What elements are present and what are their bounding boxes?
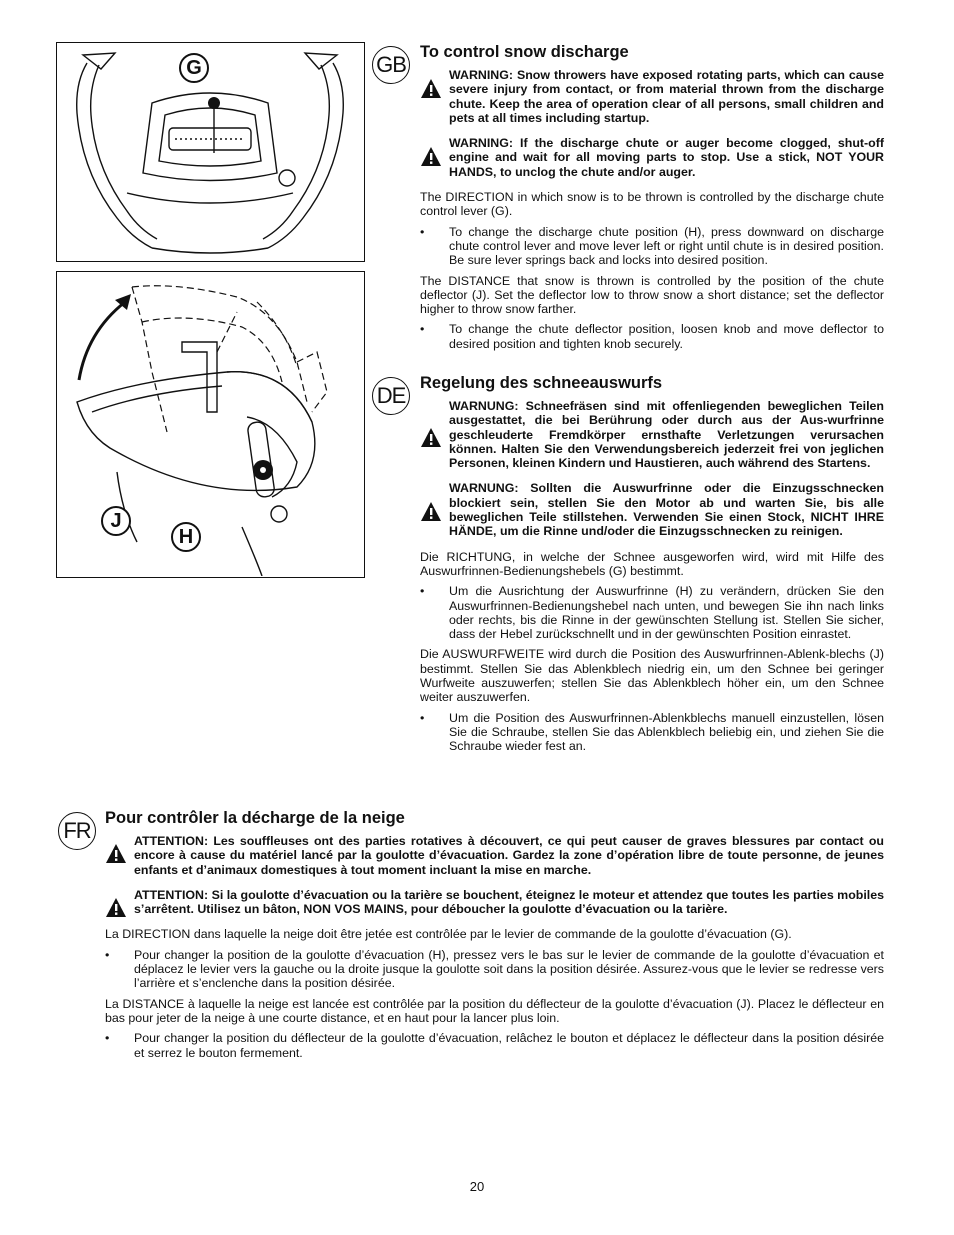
language-badge-de: DE — [372, 377, 410, 415]
bullet-text: Pour changer la position du déflecteur de la goulotte d’évacuation, relâchez le bouton et déplacez le déflecteur dans la position désirée et serrez le bouton fermement. — [134, 1031, 884, 1060]
direction-paragraph: Die RICHTUNG, in welche der Schnee ausgeworfen wird, wird mit Hilfe des Auswurfrinnen-Bedienungshebels (G) bestimmt. — [420, 549, 884, 578]
illustration-chute — [57, 272, 363, 576]
bullet-item — [105, 948, 884, 991]
warning-text: ATTENTION: Si la goulotte d’évacuation ou la tarière se bouchent, éteignez le moteur et attendez que toutes les parties mobiles s’arrêtent. Utilisez un bâton, NON VOS MAINS, pour déboucher la goulotte d’évacuation ou la tarière. — [134, 887, 884, 917]
language-badge-gb: GB — [372, 46, 410, 84]
callout-j: J — [101, 506, 131, 536]
bullet-item — [420, 584, 884, 641]
direction-paragraph: La DIRECTION dans laquelle la neige doit être jetée est contrôlée par le levier de commande de la goulotte d’évacuation (G). — [105, 927, 792, 942]
bullet-text: To change the chute deflector position, loosen knob and move deflector to desired position and tighten knob securely. — [449, 322, 884, 351]
bullet-marker: • — [420, 710, 425, 725]
warning-text: WARNUNG: Schneefräsen sind mit offenliegenden beweglichen Teilen ausgestattet, die bei Berührung oder durch aus der Aus-wurfrinne geschleuderte Fremdkörper ernsthafte Verletzungen verursachen können. Halten Sie den Verwendungsbereich jederzeit frei von jeglichen Personen, kleinen Kindern und Haustieren, auch während des Startens. — [449, 399, 884, 471]
bullet-marker: • — [420, 584, 425, 599]
warning-block — [420, 481, 884, 538]
bullet-item — [420, 711, 884, 754]
section-fr — [105, 809, 884, 1066]
bullet-marker: • — [420, 224, 425, 239]
section-de — [420, 374, 884, 760]
section-heading: Regelung des schneeauswurfs — [420, 374, 663, 392]
warning-block — [420, 136, 884, 179]
warning-block — [105, 888, 884, 917]
bullet-item — [420, 225, 884, 268]
warning-text: WARNING: If the discharge chute or auger become clogged, shut-off engine and wait for all moving parts to stop. Use a stick, NOT YOUR HANDS, to unclog the chute and/or auger. — [449, 136, 884, 179]
callout-g: G — [179, 53, 209, 83]
bullet-text: To change the discharge chute position (H), press downward on discharge chute control lever and move lever left or right until chute is in desired position. Be sure lever springs back and locks into desired position. — [449, 224, 884, 268]
warning-icon — [420, 78, 442, 100]
section-gb — [420, 43, 884, 357]
warning-block — [420, 399, 884, 470]
warning-block — [420, 68, 884, 125]
bullet-marker: • — [420, 322, 425, 337]
warning-block — [105, 834, 884, 877]
page-number: 20 — [469, 1179, 485, 1194]
bullet-marker: • — [105, 1031, 110, 1046]
figure-chute-deflector — [56, 271, 365, 578]
warning-icon — [420, 501, 442, 523]
bullet-item — [420, 322, 884, 351]
callout-h: H — [171, 522, 201, 552]
distance-paragraph: Die AUSWURFWEITE wird durch die Position des Auswurfrinnen-Ablenk-blechs (J) bestimmt. Stellen Sie das Ablenkblech niedrig ein, um den Schnee bei geringer Wurfweite auszuwerfen; stellen Sie das Ablenkblech höher ein, um den Schnee weiter auszuwerfen. — [420, 647, 884, 705]
warning-icon — [420, 146, 442, 168]
bullet-text: Um die Position des Auswurfrinnen-Ablenkblechs manuell einzustellen, lösen Sie die Schraube, stellen Sie das Ablenkblech beliebig ein, und ziehen Sie die Schraube wieder fest an. — [449, 710, 884, 754]
warning-icon — [420, 427, 442, 449]
bullet-marker: • — [105, 947, 110, 962]
section-heading: Pour contrôler la décharge de la neige — [105, 809, 405, 827]
bullet-item — [105, 1031, 884, 1060]
illustration-handlebar — [57, 43, 363, 260]
figure-control-lever — [56, 42, 365, 262]
language-badge-fr: FR — [58, 812, 96, 850]
warning-text: ATTENTION: Les souffleuses ont des parties rotatives à découvert, ce qui peut causer de graves blessures par contact ou encore à cause du matériel lancé par la goulotte d’évacuation. Gardez la zone d’opération libre de toute personne, de jeunes enfants et d’animaux domestiques à tout moment incluant la mise en marche. — [134, 834, 884, 877]
warning-text: WARNUNG: Sollten die Auswurfrinne oder die Einzugsschnecken blockiert sein, stellen Sie den Motor ab und warten Sie, bis alle beweglichen Teile stillstehen. Verwenden Sie einen Stock, NICHT IHRE HÄNDE, um die Rinne und/oder die Einzugsschnecken zu reinigen. — [449, 481, 884, 539]
direction-paragraph: The DIRECTION in which snow is to be thrown is controlled by the discharge chute control lever (G). — [420, 190, 884, 219]
bullet-text: Pour changer la position de la goulotte d’évacuation (H), pressez vers le bas sur le levier de commande de la goulotte d’évacuation et déplacez le levier vers la gauche ou la droite jusque la goulotte soit dans la position désirée. Assurez-vous que le levier se redresse vers l’arrière et s’enclenche dans la position désirée. — [134, 947, 884, 991]
warning-icon — [105, 843, 127, 865]
distance-paragraph: The DISTANCE that snow is thrown is controlled by the position of the chute deflector (J). Set the deflector low to throw snow a short distance; set the deflector higher to throw snow farther. — [420, 273, 884, 317]
distance-paragraph: La DISTANCE à laquelle la neige est lancée est contrôlée par la position du déflecteur de la goulotte d’évacuation (J). Placez le déflecteur en bas pour jeter de la neige à une courte distance, et en haut pour la lancer plus loin. — [105, 996, 884, 1025]
warning-text: WARNING: Snow throwers have exposed rotating parts, which can cause severe injury from contact, or from material thrown from the discharge chute. Keep the area of operation clear of all persons, small children and pets at all times including startup. — [449, 68, 884, 125]
bullet-text: Um die Ausrichtung der Auswurfrinne (H) zu verändern, drücken Sie den Auswurfrinnen-Bedienungshebel nach unten, und bewegen Sie ihn nach links oder rechts, bis die Rinne in der gewünschten Stellung ist. Stellen Sie sicher, dass der Hebel zurückschnellt und in der gewünschten Position einrastet. — [449, 584, 884, 642]
section-heading: To control snow discharge — [420, 43, 629, 61]
warning-icon — [105, 897, 127, 919]
